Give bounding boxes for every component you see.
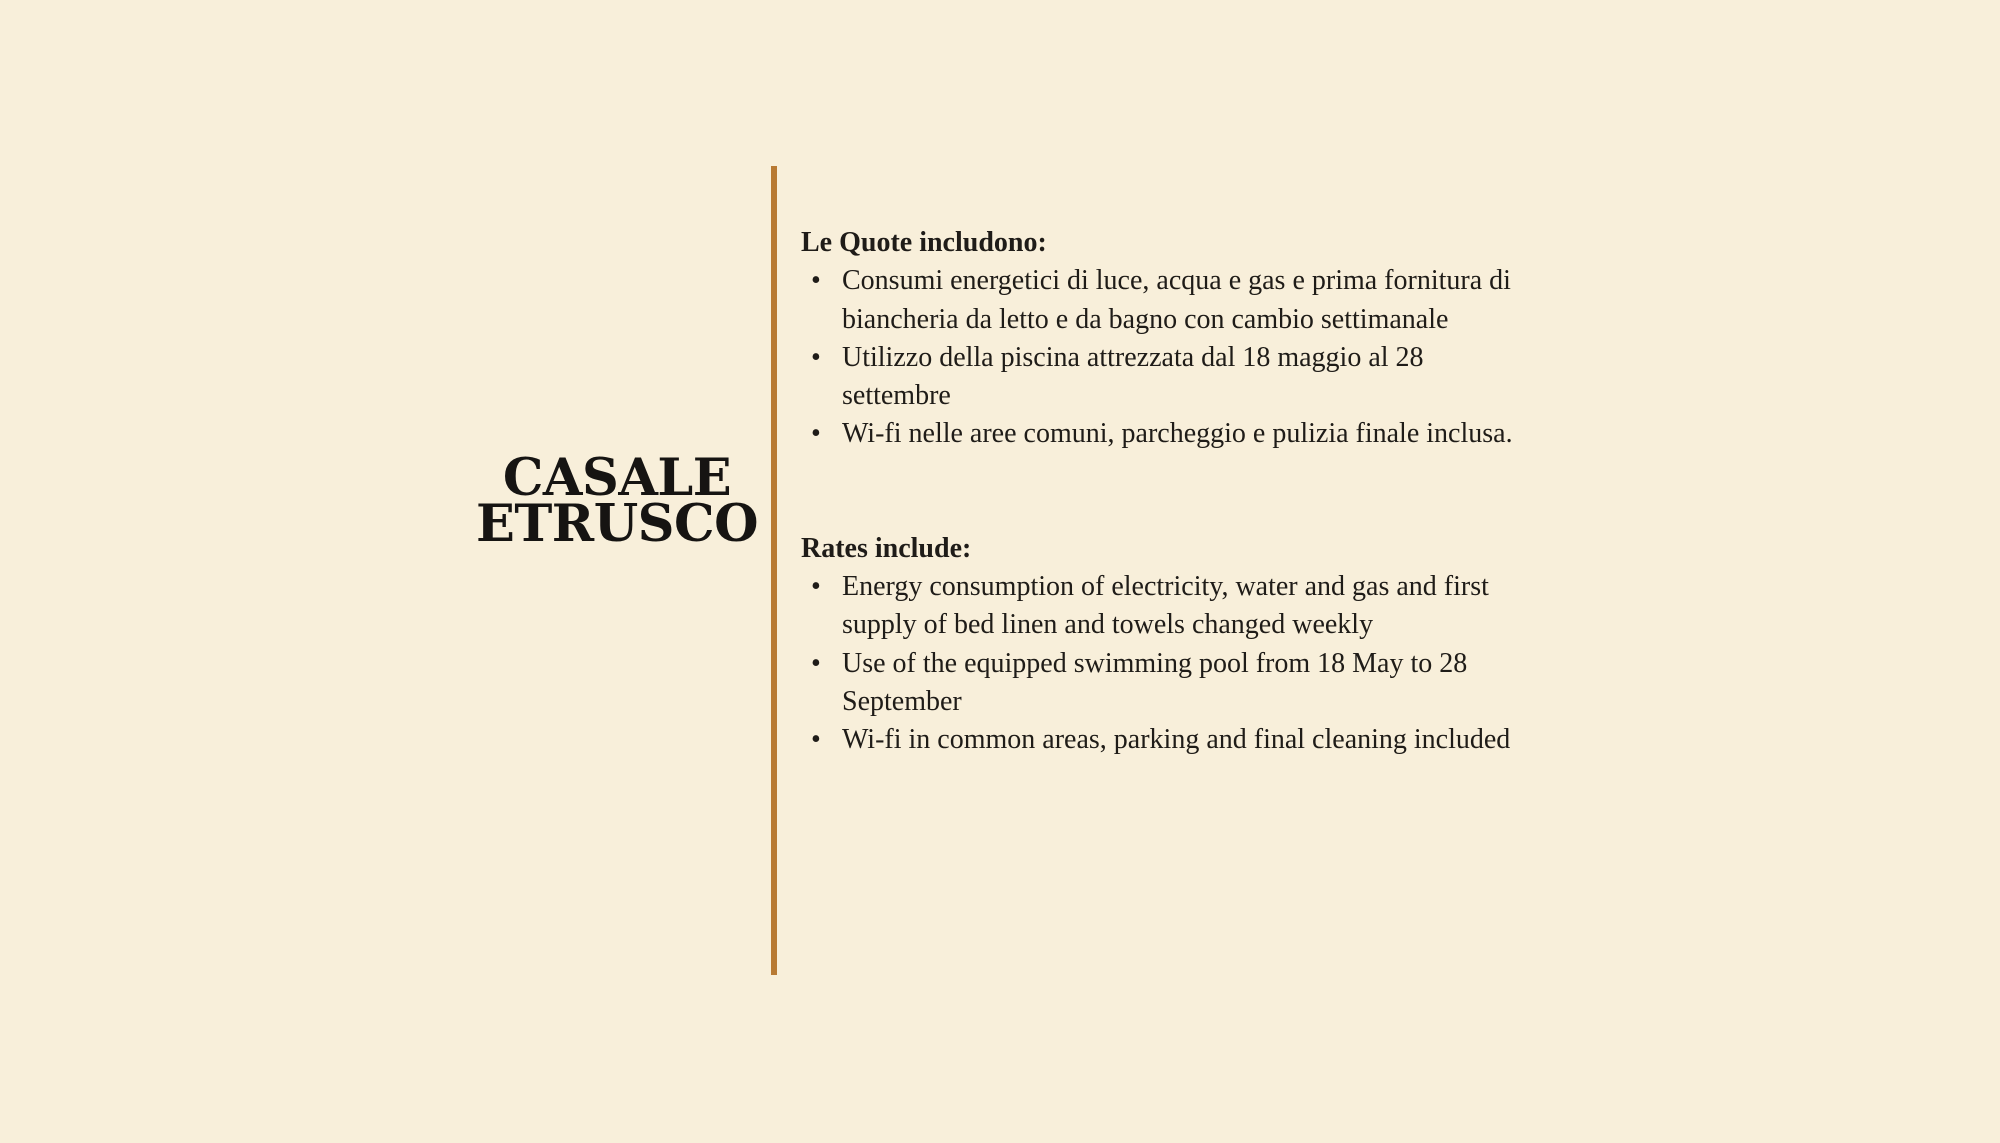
english-heading: Rates include: — [801, 532, 972, 564]
brand-title-line-2: ETRUSCO — [475, 494, 759, 554]
brand-title — [470, 448, 764, 554]
list-item: • Utilizzo della piscina attrezzata dal 18 maggio al 28 settembre — [801, 339, 1521, 416]
english-list — [801, 568, 1521, 759]
list-item: • Consumi energetici di luce, acqua e gas e prima fornitura di biancheria da letto e da bagno con cambio settimanale — [801, 262, 1521, 339]
italian-heading: Le Quote includono: — [801, 227, 1047, 258]
italian-section — [801, 224, 1521, 454]
italian-list — [801, 262, 1521, 453]
list-item: • Wi-fi in common areas, parking and final cleaning included — [801, 721, 1521, 759]
list-item: • Energy consumption of electricity, water and gas and first supply of bed linen and towels changed weekly — [801, 568, 1521, 645]
english-section — [801, 530, 1521, 760]
rates-content — [801, 224, 1521, 760]
brand-title-line-1: CASALE — [502, 448, 732, 508]
vertical-divider — [771, 166, 777, 975]
list-item: • Use of the equipped swimming pool from 18 May to 28 September — [801, 645, 1521, 722]
list-item: • Wi-fi nelle aree comuni, parcheggio e pulizia finale inclusa. — [801, 415, 1521, 453]
